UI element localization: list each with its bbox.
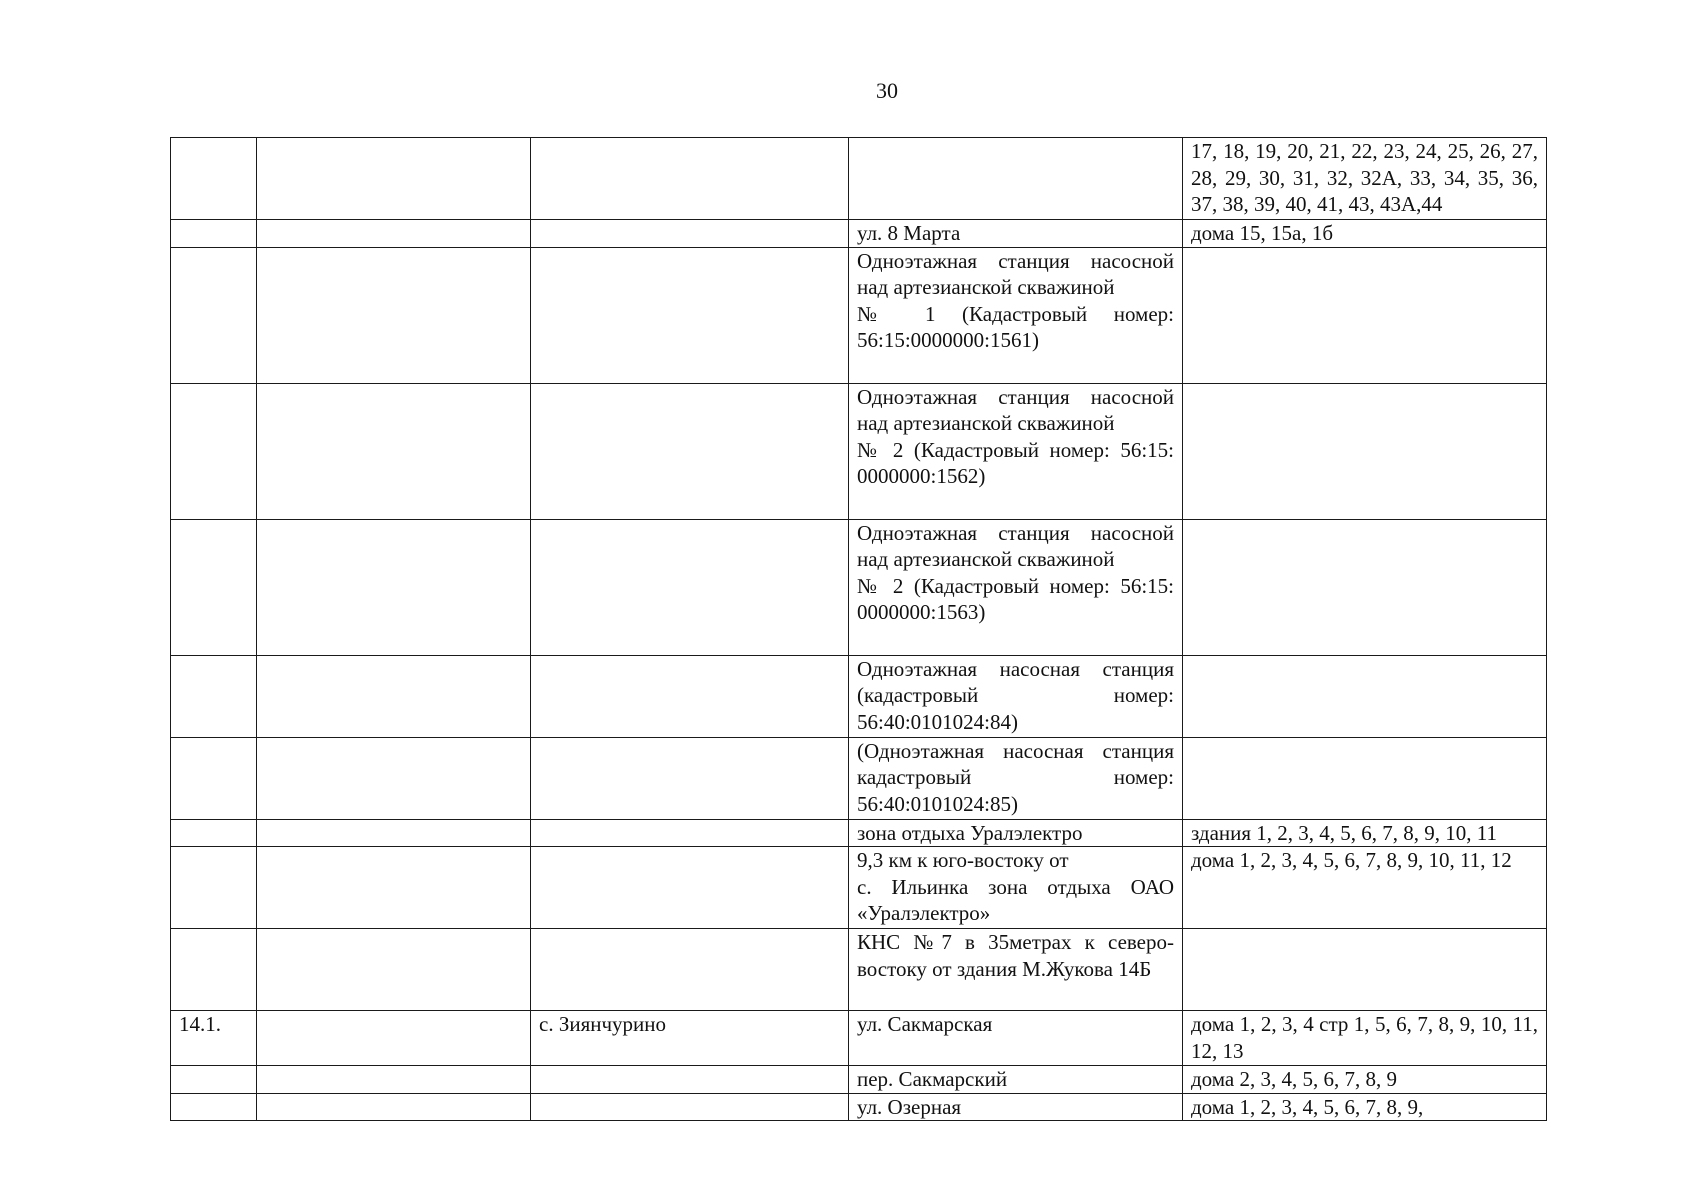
cell-blank xyxy=(257,655,531,737)
cell-houses: дома 1, 2, 3, 4, 5, 6, 7, 8, 9, 10, 11, 12 xyxy=(1183,847,1547,929)
cell-settlement xyxy=(531,247,849,383)
street-text: Одноэтажная станция насосной над артезианской скважиной xyxy=(857,520,1174,571)
cell-blank xyxy=(257,737,531,819)
table-row xyxy=(171,383,1547,519)
cell-houses xyxy=(1183,929,1547,1011)
cell-number xyxy=(171,1093,257,1121)
cell-houses xyxy=(1183,247,1547,383)
cell-street: (Одноэтажная насосная станция кадастровый номер: 56:40:0101024:85) xyxy=(849,737,1183,819)
cell-houses: дома 2, 3, 4, 5, 6, 7, 8, 9 xyxy=(1183,1066,1547,1094)
cell-street xyxy=(849,247,1183,383)
cell-number xyxy=(171,383,257,519)
cadastral-text: № 2 (Кадастровый номер: 56:15: 0000000:1563) xyxy=(857,573,1174,624)
table-row xyxy=(171,929,1547,1011)
page-number: 30 xyxy=(876,78,898,103)
cell-blank xyxy=(257,929,531,1011)
cell-number xyxy=(171,1066,257,1094)
cell-settlement: с. Зиянчурино xyxy=(531,1011,849,1066)
cell-number xyxy=(171,929,257,1011)
cell-settlement xyxy=(531,1093,849,1121)
table-row xyxy=(171,1066,1547,1094)
table-row xyxy=(171,1011,1547,1066)
street-text: 9,3 км к юго-востоку от xyxy=(857,848,1069,872)
cell-houses: дома 15, 15а, 1б xyxy=(1183,220,1547,248)
cell-blank xyxy=(257,138,531,220)
cell-blank xyxy=(257,519,531,655)
cell-settlement xyxy=(531,138,849,220)
cell-settlement xyxy=(531,819,849,847)
cell-blank xyxy=(257,220,531,248)
cell-number xyxy=(171,220,257,248)
table-row xyxy=(171,220,1547,248)
cell-houses: дома 1, 2, 3, 4 стр 1, 5, 6, 7, 8, 9, 10, 11, 12, 13 xyxy=(1183,1011,1547,1066)
cell-street xyxy=(849,847,1183,929)
cell-blank xyxy=(257,247,531,383)
cell-blank xyxy=(257,383,531,519)
street-text: Одноэтажная станция насосной над артезианской скважиной xyxy=(857,384,1174,435)
cell-street: зона отдыха Уралэлектро xyxy=(849,819,1183,847)
table-row xyxy=(171,655,1547,737)
cell-houses: дома 1, 2, 3, 4, 5, 6, 7, 8, 9, xyxy=(1183,1093,1547,1121)
cell-blank xyxy=(257,1011,531,1066)
cell-number xyxy=(171,655,257,737)
cell-street xyxy=(849,138,1183,220)
cell-street: Одноэтажная насосная станция (кадастровый номер: 56:40:0101024:84) xyxy=(849,655,1183,737)
cell-settlement xyxy=(531,655,849,737)
cell-blank xyxy=(257,1093,531,1121)
cell-settlement xyxy=(531,383,849,519)
cell-number: 14.1. xyxy=(171,1011,257,1066)
cell-street: КНС №7 в 35метрах к северо-востоку от здания М.Жукова 14Б xyxy=(849,929,1183,1011)
cell-houses: здания 1, 2, 3, 4, 5, 6, 7, 8, 9, 10, 11 xyxy=(1183,819,1547,847)
cell-street: ул. Озерная xyxy=(849,1093,1183,1121)
cell-blank xyxy=(257,819,531,847)
cell-number xyxy=(171,519,257,655)
cell-houses xyxy=(1183,655,1547,737)
cell-houses xyxy=(1183,519,1547,655)
cell-settlement xyxy=(531,847,849,929)
cadastral-text: № 1 (Кадастровый номер: 56:15:0000000:1561) xyxy=(857,301,1174,352)
cell-street: ул. Сакмарская xyxy=(849,1011,1183,1066)
cell-blank xyxy=(257,1066,531,1094)
street-text: Одноэтажная станция насосной над артезианской скважиной xyxy=(857,248,1174,299)
cell-houses: 17, 18, 19, 20, 21, 22, 23, 24, 25, 26, 27, 28, 29, 30, 31, 32, 32А, 33, 34, 35, 36, 37, 38, 39, 40, 41, 43, 43А,44 xyxy=(1183,138,1547,220)
cell-street: пер. Сакмарский xyxy=(849,1066,1183,1094)
cell-houses xyxy=(1183,383,1547,519)
table-row xyxy=(171,519,1547,655)
cell-number xyxy=(171,737,257,819)
cell-street xyxy=(849,383,1183,519)
cell-number xyxy=(171,138,257,220)
cell-settlement xyxy=(531,519,849,655)
cell-street xyxy=(849,519,1183,655)
cell-settlement xyxy=(531,929,849,1011)
cell-street: ул. 8 Марта xyxy=(849,220,1183,248)
cell-houses xyxy=(1183,737,1547,819)
cell-blank xyxy=(257,847,531,929)
cell-settlement xyxy=(531,737,849,819)
cell-settlement xyxy=(531,220,849,248)
data-table xyxy=(170,137,1547,1121)
cell-number xyxy=(171,247,257,383)
table-row xyxy=(171,737,1547,819)
table-row xyxy=(171,847,1547,929)
table-row xyxy=(171,138,1547,220)
table-row xyxy=(171,819,1547,847)
cell-number xyxy=(171,847,257,929)
location-text: с. Ильинка зона отдыха ОАО «Уралэлектро» xyxy=(857,874,1174,925)
cell-number xyxy=(171,819,257,847)
cadastral-text: № 2 (Кадастровый номер: 56:15: 0000000:1562) xyxy=(857,437,1174,488)
cell-settlement xyxy=(531,1066,849,1094)
table-row xyxy=(171,247,1547,383)
table-row xyxy=(171,1093,1547,1121)
